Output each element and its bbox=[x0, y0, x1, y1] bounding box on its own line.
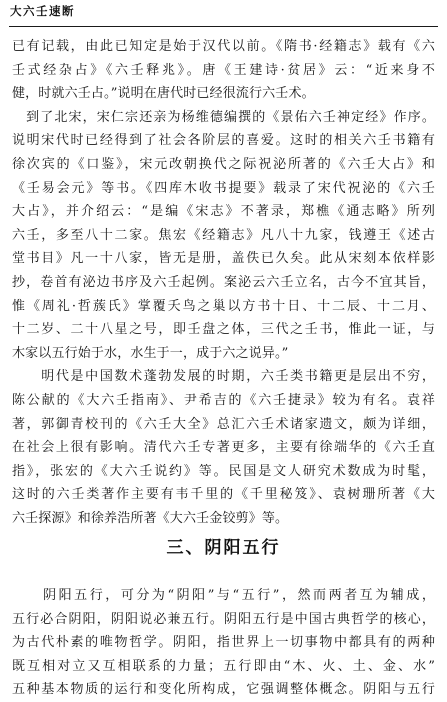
text-line: 六壬，多至八十二家。焦宏《经籍志》凡八十九家，钱遵王《述古 bbox=[12, 227, 435, 243]
text-line: 《壬易会元》等书。《四库木收书提要》载录了宋代祝泌的《六壬 bbox=[12, 180, 435, 196]
text-line: 著，郭御青校刊的《六壬大全》总汇六壬术诸家遗文，颇为详细， bbox=[12, 416, 435, 432]
header-rule bbox=[9, 26, 438, 27]
section-heading: 三、阴阳五行 bbox=[166, 538, 281, 558]
text-line: 到了北宋，宋仁宗还亲为杨维德编撰的《景佑六壬神定经》作序。 bbox=[12, 109, 435, 125]
text-line: 已有记载，由此已知定是始于汉代以前。《隋书·经籍志》载有《六 bbox=[12, 39, 435, 54]
text-line: 惟《周礼·哲蔟氏》掌覆夭鸟之巢以方书十日、十二辰、十二月、 bbox=[12, 298, 435, 314]
text-line: 堂书目》凡一十八家，皆无是册，盖佚已久矣。此从宋刻本依样影 bbox=[12, 251, 435, 267]
text-line: 为古代朴素的唯物哲学。阴阳，指世界上一切事物中都具有的两种 bbox=[12, 635, 435, 651]
text-line: 木家以五行始于水，水生于一，成于六之说异。” bbox=[12, 345, 289, 361]
text-line: 既互相对立又互相联系的力量；五行即由“木、火、土、金、水” bbox=[12, 658, 435, 674]
text-line: 在社会上很有影响。清代六壬专著更多，主要有徐端华的《六壬直 bbox=[12, 440, 435, 456]
text-line: 壬式经杂占》《六壬释兆》。唐《王建诗·贫居》云：“近来身不 bbox=[12, 62, 435, 78]
text-line: 五行必合阴阳，阴阳说必兼五行。阴阳五行是中国古典哲学的核心， bbox=[12, 611, 435, 627]
text-line: 说明宋代时已经得到了社会各阶层的喜爱。这时的相关六壬书籍有 bbox=[12, 133, 435, 149]
text-line: 陈公献的《大六壬指南》、尹希吉的《六壬捷录》较为有名。袁祥 bbox=[12, 392, 435, 408]
text-line: 这时的六壬类著作主要有韦千里的《千里秘笈》、袁树珊所著《大 bbox=[12, 487, 435, 503]
running-head: 大六壬速断 bbox=[10, 4, 75, 18]
body-text-after-heading bbox=[12, 584, 435, 702]
text-line: 抄，卷首有泌边书序及六壬起例。案泌云六壬立名，古今不宜其旨， bbox=[12, 274, 435, 290]
text-line: 大占》，并介绍云：“是编《宋志》不著录，郑樵《通志略》所列 bbox=[12, 204, 435, 220]
text-line: 五种基本物质的运行和变化所构成，它强调整体概念。阴阳与五行 bbox=[12, 682, 435, 698]
text-line: 指》，张宏的《大六壬说约》等。民国是文人研究术数成为时髦， bbox=[12, 463, 435, 479]
text-line: 阴阳五行，可分为“阴阳”与“五行”，然而两者互为辅成， bbox=[12, 588, 435, 603]
text-line: 徐次宾的《口鉴》，宋元改朝换代之际祝泌所著的《六壬大占》和 bbox=[12, 156, 435, 172]
text-line: 六壬探源》和徐养浩所著《大六壬金铰剪》等。 bbox=[12, 510, 289, 526]
text-line: 明代是中国数术蓬勃发展的时期，六壬类书籍更是层出不穷， bbox=[12, 369, 435, 385]
body-text-before-heading bbox=[12, 35, 435, 530]
text-line: 十二岁、二十八星之号，即壬盘之体，三代之壬书，惟此一证，与 bbox=[12, 322, 435, 338]
text-line: 健，时就六壬占。”说明在唐代时已经很流行六壬术。 bbox=[12, 86, 315, 102]
